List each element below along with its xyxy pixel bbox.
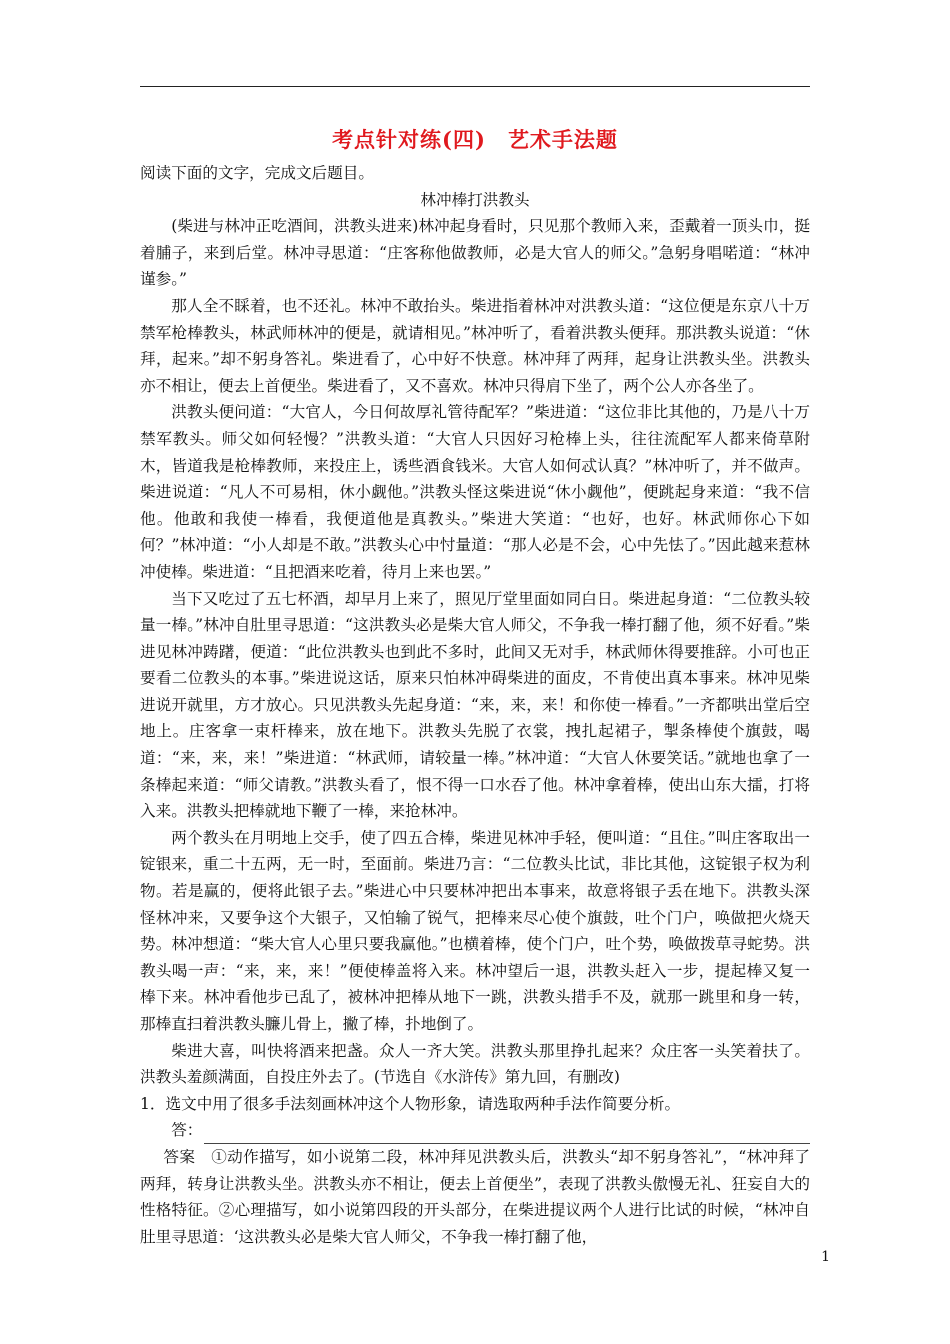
instruction: 阅读下面的文字，完成文后题目。	[140, 164, 374, 182]
question-text: 1．选文中用了很多手法刻画林冲这个人物形象，请选取两种手法作简要分析。	[140, 1094, 681, 1113]
page-number: 1	[821, 1249, 830, 1265]
passage-paragraph: 洪教头便问道：“大官人，今日何故厚礼管待配军？”柴进道：“这位非比其他的，乃是八十万禁军教头。师父如何轻慢？”洪教头道：“大官人只因好习枪棒上头，往往流配军人都来倚草附木，皆道我是枪棒教师，来投庄上，诱些酒食钱米。大官人如何忒认真？”林冲听了，并不做声。柴进说道：“凡人不可易相，休小觑他。”洪教头怪这柴进说“休小觑他”，便跳起身来道：“我不信他。他敢和我使一棒看，我便道他是真教头。”柴进大笑道：“也好，也好。林武师你心下如何？”林冲道：“小人却是不敢。”洪教头心中忖量道：“那人必是不会，心中先怯了。”因此越来惹林冲使棒。柴进道：“且把酒来吃着，待月上来也罢。”	[140, 403, 810, 581]
passage-paragraph: 两个教头在月明地上交手，使了四五合棒，柴进见林冲手轻，便叫道：“且住。”叫庄客取出一锭银来，重二十五两，无一时，至面前。柴进乃言：“二位教头比试，非比其他，这锭银子权为利物。若是赢的，便将此银子去。”柴进心中只要林冲把出本事来，故意将银子丢在地下。洪教头深怪林冲来，又要争这个大银子，又怕输了锐气，把棒来尽心使个旗鼓，吐个门户，唤做把火烧天势。林冲想道：“柴大官人心里只要我赢他。”也横着棒，使个门户，吐个势，唤做拨草寻蛇势。洪教头喝一声：“来，来，来！”便使棒盖将入来。林冲望后一退，洪教头赶入一步，提起棒又复一棒下来。林冲看他步已乱了，被林冲把棒从地下一跳，洪教头措手不及，就那一跳里和身一转，那棒直扫着洪教头臁儿骨上，撇了棒，扑地倒了。	[140, 828, 810, 1033]
answer-blank	[204, 1125, 810, 1144]
passage-paragraph: (柴进与林冲正吃酒间，洪教头进来)林冲起身看时，只见那个教师入来，歪戴着一顶头巾，挺着脯子，来到后堂。林冲寻思道：“庄客称他做教师，必是大官人的师父。”急躬身唱喏道：“林冲谨参。”	[140, 217, 810, 289]
answer-line	[140, 1117, 810, 1144]
passage-title: 林冲棒打洪教头	[420, 190, 530, 209]
title-main: 考点针对练(四)	[332, 127, 486, 152]
page-title	[140, 124, 810, 154]
passage-paragraph: 当下又吃过了五七杯酒，却早月上来了，照见厅堂里面如同白日。柴进起身道：“二位教头较量一棒。”林冲自肚里寻思道：“这洪教头必是柴大官人师父，不争我一棒打翻了他，须不好看。”柴进见林冲踌躇，便道：“此位洪教头也到此不多时，此间又无对手，林武师休得要推辞。小可也正要看二位教头的本事。”柴进说这话，原来只怕林冲碍柴进的面皮，不肯使出真本事来。林冲见柴进说开就里，方才放心。只见洪教头先起身道：“来，来，来！和你使一棒看。”一齐都哄出堂后空地上。庄客拿一束杆棒来，放在地下。洪教头先脱了衣裳，拽扎起裙子，掣条棒使个旗鼓，喝道：“来，来，来！”柴进道：“林武师，请较量一棒。”林冲道：“大官人休要笑话。”就地也拿了一条棒起来道：“师父请教。”洪教头看了，恨不得一口水吞了他。林冲拿着棒，使出山东大擂，打将入来。洪教头把棒就地下鞭了一棒，来抢林冲。	[140, 589, 810, 821]
answer-text: 答案 ①动作描写，如小说第二段，林冲拜见洪教头后，洪教头“却不躬身答礼”，“林冲拜了两拜，转身让洪教头坐。洪教头亦不相让，便去上首便坐”，表现了洪教头傲慢无礼、狂妄自大的性格特征。②心理描写，如小说第四段的开头部分，在柴进提议两个人进行比试的时候，“林冲自肚里寻思道：‘这洪教头必是柴大官人师父，不争我一棒打翻了他，	[140, 1147, 810, 1246]
answer-label: 答：	[171, 1121, 203, 1140]
header-rule	[140, 86, 810, 87]
passage-paragraph: 那人全不睬着，也不还礼。林冲不敢抬头。柴进指着林冲对洪教头道：“这位便是东京八十万禁军枪棒教头，林武师林冲的便是，就请相见。”林冲听了，看着洪教头便拜。那洪教头说道：“休拜，起来。”却不躬身答礼。柴进看了，心中好不快意。林冲拜了两拜，起身让洪教头坐。洪教头亦不相让，便去上首便坐。柴进看了，又不喜欢。林冲只得肩下坐了，两个公人亦各坐了。	[140, 296, 810, 395]
passage-paragraph: 柴进大喜，叫快将酒来把盏。众人一齐大笑。洪教头那里挣扎起来？众庄客一头笑着扶了。洪教头羞颜满面，自投庄外去了。(节选自《水浒传》第九回，有删改)	[140, 1041, 810, 1087]
title-sub: 艺术手法题	[507, 127, 618, 152]
document-body	[140, 160, 810, 1250]
